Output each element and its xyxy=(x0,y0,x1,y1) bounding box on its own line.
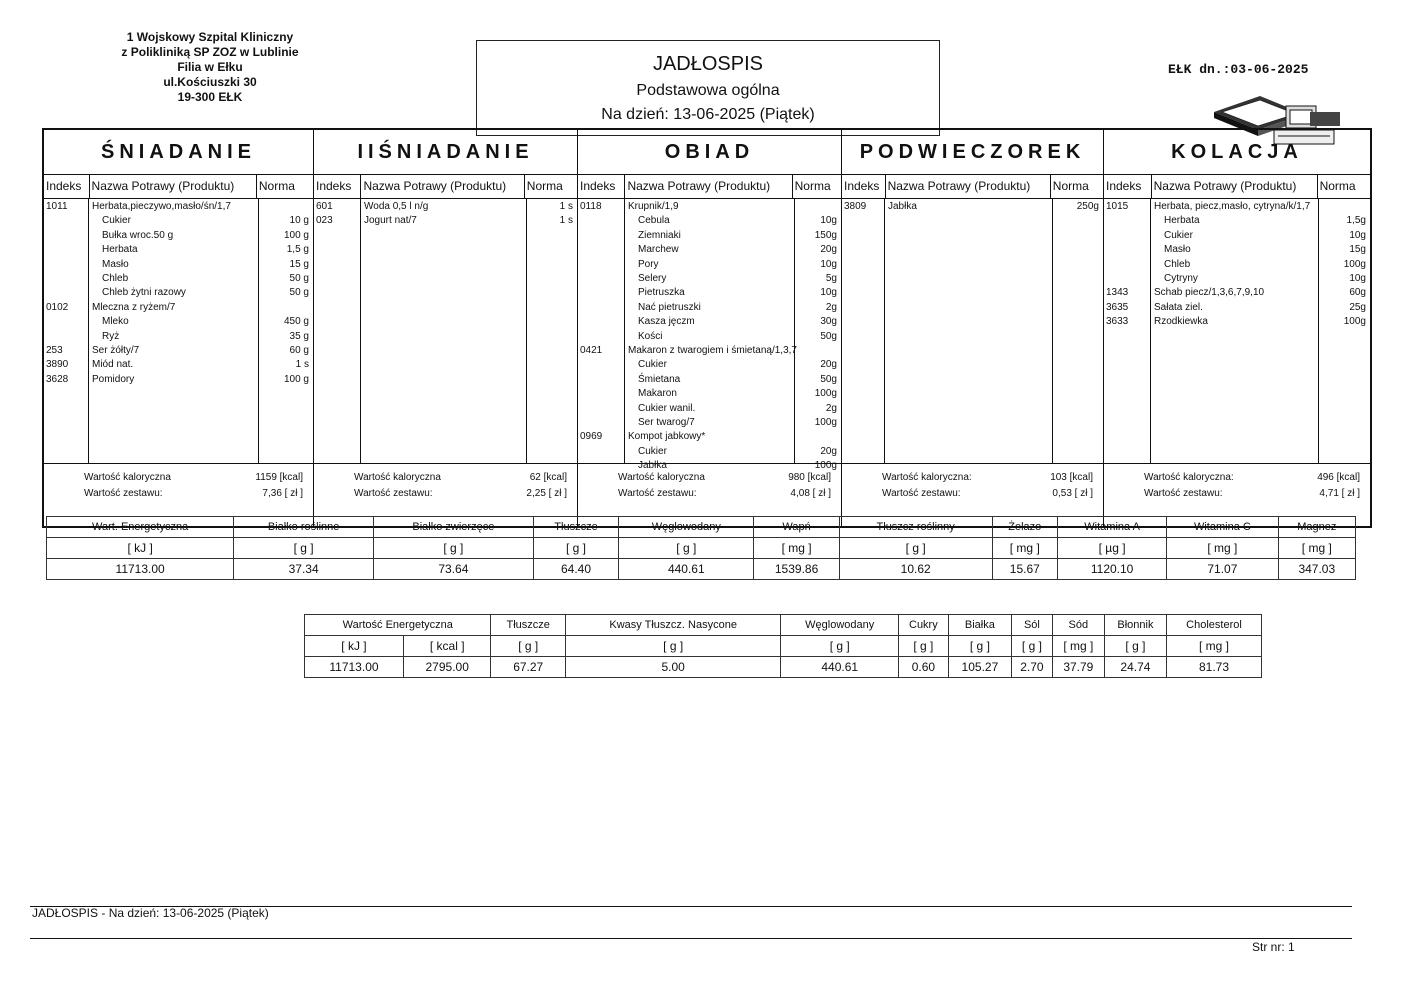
list-item xyxy=(578,272,841,286)
item-name: Chleb xyxy=(1164,258,1191,270)
list-item xyxy=(1104,243,1370,257)
list-item xyxy=(1104,286,1370,300)
kcal-value: 496 [kcal] xyxy=(1317,472,1360,483)
meal-title: PODWIECZOREK xyxy=(842,130,1103,175)
column-divider xyxy=(526,198,527,464)
hospital-address xyxy=(70,30,350,105)
item-name: Sałata ziel. xyxy=(1154,301,1203,313)
nutrient-unit: [ mg ] xyxy=(754,538,840,559)
list-item xyxy=(44,272,313,286)
nutrient-unit: [ g ] xyxy=(619,538,754,559)
nutrient-unit: [ mg ] xyxy=(1167,538,1278,559)
item-norm: 10g xyxy=(820,258,837,270)
nutrient-value: 1539.86 xyxy=(754,559,840,580)
list-item xyxy=(578,330,841,344)
nutrient-header: Cholesterol xyxy=(1167,615,1262,636)
kcal-value: 103 [kcal] xyxy=(1050,472,1093,483)
item-name: Masło xyxy=(1164,244,1191,256)
meal-items xyxy=(1104,198,1370,464)
item-norm: 20g xyxy=(820,445,837,457)
item-name: Marchew xyxy=(638,244,679,256)
nutrient-header: Magnez xyxy=(1278,517,1355,538)
item-norm: 50g xyxy=(820,373,837,385)
cost-value: 4,08 [ zł ] xyxy=(790,488,831,499)
meal-title: OBIAD xyxy=(578,130,841,175)
item-norm: 20g xyxy=(820,244,837,256)
column-header-row xyxy=(314,174,577,199)
column-header-name: Nazwa Potrawy (Produktu) xyxy=(361,174,524,198)
list-item xyxy=(44,243,313,257)
nutrient-unit: [ mg ] xyxy=(992,538,1058,559)
item-name: Śmietana xyxy=(638,373,681,385)
column-header-row xyxy=(1104,174,1370,199)
column-header-name: Nazwa Potrawy (Produktu) xyxy=(625,174,792,198)
item-norm: 1 s xyxy=(559,201,573,212)
page-number: Str nr: 1 xyxy=(1252,940,1295,954)
item-index: 3809 xyxy=(844,201,867,212)
list-item xyxy=(1104,229,1370,243)
column-header-name: Nazwa Potrawy (Produktu) xyxy=(886,174,1051,198)
item-norm: 100 g xyxy=(283,229,309,241)
item-index: 0969 xyxy=(580,431,603,443)
list-item xyxy=(44,358,313,372)
nutrient-value: 440.61 xyxy=(619,559,754,580)
item-norm: 10g xyxy=(1349,229,1366,241)
nutrient-value: 347.03 xyxy=(1278,559,1355,580)
item-name: Rzodkiewka xyxy=(1154,316,1208,328)
meal-column xyxy=(44,130,314,526)
item-name: Miód nat. xyxy=(92,359,134,371)
list-item xyxy=(1104,214,1370,228)
meal-items xyxy=(842,198,1103,464)
column-divider xyxy=(884,198,885,464)
kcal-value: 1159 [kcal] xyxy=(255,472,303,483)
item-name: Pory xyxy=(638,258,659,270)
nutrient-header: Wapń xyxy=(754,517,840,538)
nutrient-unit: [ mg ] xyxy=(1167,636,1262,657)
column-header-index: Indeks xyxy=(842,174,886,198)
nutrient-header: Wartość Energetyczna xyxy=(305,615,491,636)
nutrient-value: 11713.00 xyxy=(305,657,404,678)
item-name: Nać pietruszki xyxy=(638,301,701,313)
item-name: Cebula xyxy=(638,215,670,227)
nutrient-value: 11713.00 xyxy=(47,559,234,580)
nutrient-value: 1120.10 xyxy=(1058,559,1167,580)
nutrient-value: 10.62 xyxy=(839,559,992,580)
item-norm: 50g xyxy=(820,330,837,342)
item-norm: 50 g xyxy=(289,287,309,299)
item-name: Cukier wanil. xyxy=(638,402,696,414)
item-name: Makaron xyxy=(638,388,677,400)
list-item xyxy=(578,258,841,272)
list-item xyxy=(44,258,313,272)
item-name: Cytryny xyxy=(1164,273,1198,284)
item-name: Mleczna z ryżem/7 xyxy=(92,301,176,313)
list-item xyxy=(44,330,313,344)
title-box xyxy=(476,40,940,136)
list-item xyxy=(578,243,841,257)
nutrient-header: Białka xyxy=(948,615,1011,636)
item-norm: 1 s xyxy=(559,215,573,227)
meal-plan-table xyxy=(42,128,1372,528)
item-name: Selery xyxy=(638,273,667,284)
item-name: Krupnik/1,9 xyxy=(628,201,679,212)
column-header-norm: Norma xyxy=(1052,179,1089,193)
item-name: Makaron z twarogiem i śmietaną/1,3,7 xyxy=(628,345,797,356)
item-norm: 1,5g xyxy=(1346,215,1366,227)
list-item xyxy=(578,301,841,315)
item-norm: 10g xyxy=(820,215,837,227)
list-item xyxy=(578,416,841,430)
cost-value: 2,25 [ zł ] xyxy=(526,488,567,499)
list-item xyxy=(44,315,313,329)
item-index: 1011 xyxy=(46,201,68,212)
item-index: 023 xyxy=(316,215,333,227)
item-name: Cukier xyxy=(1164,229,1193,241)
item-norm: 5g xyxy=(825,273,837,284)
cost-label: Wartość zestawu: xyxy=(882,488,961,499)
nutrient-header: Sód xyxy=(1052,615,1104,636)
meal-column xyxy=(578,130,842,526)
item-norm: 10g xyxy=(820,287,837,299)
item-norm: 100g xyxy=(1343,316,1366,328)
column-header-norm: Norma xyxy=(1319,179,1356,193)
item-norm: 25g xyxy=(1349,301,1366,313)
kcal-label: Wartość kaloryczna xyxy=(354,472,441,483)
item-name: Jabłka xyxy=(888,201,917,212)
issue-date-stamp: EŁK dn.:03-06-2025 xyxy=(1168,62,1309,77)
nutrient-header: Węglowodany xyxy=(781,615,899,636)
list-item xyxy=(44,344,313,358)
item-norm: 60g xyxy=(1349,287,1366,299)
item-name: Cukier xyxy=(638,359,667,371)
list-item xyxy=(578,402,841,416)
item-index: 0102 xyxy=(46,301,69,313)
meal-column xyxy=(842,130,1104,526)
nutrient-value: 105.27 xyxy=(948,657,1011,678)
kcal-label: Wartość kaloryczna: xyxy=(882,472,972,483)
column-header-index: Indeks xyxy=(1104,174,1152,198)
list-item xyxy=(578,430,841,444)
item-name: Kasza jęczm xyxy=(638,316,695,328)
meal-column xyxy=(1104,130,1370,526)
meal-title: KOLACJA xyxy=(1104,130,1370,175)
cost-label: Wartość zestawu: xyxy=(84,488,163,499)
item-name: Bułka wroc.50 g xyxy=(102,229,174,241)
list-item xyxy=(314,200,577,214)
item-name: Ser żółty/7 xyxy=(92,345,140,356)
item-norm: 15 g xyxy=(289,258,309,270)
hospital-line: ul.Kościuszki 30 xyxy=(163,75,257,89)
item-name: Ser twarog/7 xyxy=(638,417,695,428)
item-norm: 2g xyxy=(825,301,837,313)
item-norm: 100g xyxy=(1343,258,1366,270)
diet-name: Podstawowa ogólna xyxy=(636,82,780,99)
item-name: Jogurt nat/7 xyxy=(364,215,417,227)
nutrient-header: Cukry xyxy=(898,615,948,636)
nutrient-unit: [ g ] xyxy=(948,636,1011,657)
meal-title: IIŚNIADANIE xyxy=(314,130,577,175)
page-divider xyxy=(30,938,1352,939)
item-index: 1015 xyxy=(1106,201,1129,212)
nutrient-value: 37.79 xyxy=(1052,657,1104,678)
hospital-line: z Polikliniką SP ZOZ w Lublinie xyxy=(121,45,299,59)
nutrient-header: Tłuszcze xyxy=(491,615,565,636)
list-item xyxy=(44,214,313,228)
item-norm: 100 g xyxy=(283,373,309,385)
nutrient-value: 2.70 xyxy=(1012,657,1053,678)
nutrient-header: Błonnik xyxy=(1104,615,1166,636)
list-item xyxy=(578,358,841,372)
nutrient-unit: [ g ] xyxy=(839,538,992,559)
nutrient-value: 0.60 xyxy=(898,657,948,678)
list-item xyxy=(1104,272,1370,286)
list-item xyxy=(314,214,577,228)
nutrient-unit: [ g ] xyxy=(1104,636,1166,657)
column-header-row xyxy=(578,174,841,199)
nutrient-unit: [ g ] xyxy=(491,636,565,657)
item-norm: 250g xyxy=(1076,201,1099,212)
nutrient-unit: [ µg ] xyxy=(1058,538,1167,559)
nutrient-value: 81.73 xyxy=(1167,657,1262,678)
nutrient-header: Tłuszcz roślinny xyxy=(839,517,992,538)
nutrient-value: 71.07 xyxy=(1167,559,1278,580)
column-header-index: Indeks xyxy=(578,174,625,198)
nutrient-value: 5.00 xyxy=(565,657,781,678)
hospital-line: 1 Wojskowy Szpital Kliniczny xyxy=(126,30,294,44)
item-norm: 30g xyxy=(820,316,837,328)
nutrient-header: Węglowodany xyxy=(619,517,754,538)
footer-text: JADŁOSPIS - Na dzień: 13-06-2025 (Piątek) xyxy=(32,906,269,920)
nutrient-unit: [ mg ] xyxy=(1278,538,1355,559)
item-name: Pomidory xyxy=(92,373,135,385)
item-name: Jabłka xyxy=(638,460,667,472)
column-divider xyxy=(1052,198,1053,464)
list-item xyxy=(1104,258,1370,272)
list-item xyxy=(578,315,841,329)
kcal-label: Wartość kaloryczna: xyxy=(1144,472,1234,483)
item-norm: 50 g xyxy=(289,273,309,284)
item-name: Pietruszka xyxy=(638,287,685,299)
column-header-index: Indeks xyxy=(44,174,90,198)
list-item xyxy=(1104,315,1370,329)
nutrient-header: Kwasy Tłuszcz. Nasycone xyxy=(565,615,781,636)
item-index: 1343 xyxy=(1106,287,1129,299)
list-item xyxy=(44,286,313,300)
item-index: 0118 xyxy=(580,201,602,212)
item-name: Herbata,pieczywo,masło/śn/1,7 xyxy=(92,201,231,212)
item-norm: 15g xyxy=(1349,244,1366,256)
nutrient-unit: [ g ] xyxy=(373,538,533,559)
list-item xyxy=(1104,301,1370,315)
nutrient-header: Żelazo xyxy=(992,517,1058,538)
item-index: 3890 xyxy=(46,359,69,371)
list-item xyxy=(578,445,841,459)
cost-value: 7,36 [ zł ] xyxy=(262,488,303,499)
meal-column xyxy=(314,130,578,526)
list-item xyxy=(44,301,313,315)
page-title: JADŁOSPIS xyxy=(652,53,764,75)
nutrition-label-table xyxy=(304,614,1262,678)
item-name: Cukier xyxy=(638,445,667,457)
cost-value: 0,53 [ zł ] xyxy=(1052,488,1093,499)
kcal-label: Wartość kaloryczna xyxy=(84,472,171,483)
hospital-line: 19-300 EŁK xyxy=(177,90,243,104)
column-header-row xyxy=(842,174,1103,199)
nutrient-value: 24.74 xyxy=(1104,657,1166,678)
item-name: Ryż xyxy=(102,330,120,342)
nutrient-unit: [ g ] xyxy=(234,538,374,559)
item-norm: 60 g xyxy=(289,345,309,356)
column-header-index: Indeks xyxy=(314,174,361,198)
meal-items xyxy=(44,198,313,464)
nutrient-header: Witamina A xyxy=(1058,517,1167,538)
nutrient-value: 440.61 xyxy=(781,657,899,678)
item-norm: 20g xyxy=(820,359,837,371)
column-header-norm: Norma xyxy=(794,179,831,193)
item-name: Woda 0,5 l n/g xyxy=(364,201,429,212)
list-item xyxy=(578,344,841,358)
menu-date: Na dzień: 13-06-2025 (Piątek) xyxy=(601,106,815,123)
item-index: 0421 xyxy=(580,345,603,356)
item-norm: 1,5 g xyxy=(286,244,309,256)
nutrient-header: Wart. Energetyczna xyxy=(47,517,234,538)
item-norm: 10 g xyxy=(289,215,309,227)
cost-label: Wartość zestawu: xyxy=(1144,488,1223,499)
nutrient-unit: [ kJ ] xyxy=(47,538,234,559)
column-header-name: Nazwa Potrawy (Produktu) xyxy=(90,174,257,198)
item-norm: 100g xyxy=(814,417,837,428)
nutrient-header: Białko zwierzęce xyxy=(373,517,533,538)
item-index: 3633 xyxy=(1106,316,1129,328)
column-header-norm: Norma xyxy=(526,179,563,193)
item-name: Herbata xyxy=(1164,215,1200,227)
meal-items xyxy=(578,198,841,472)
kcal-label: Wartość kaloryczna xyxy=(618,472,705,483)
item-norm: 2g xyxy=(825,402,837,414)
kcal-value: 980 [kcal] xyxy=(788,472,831,483)
nutrient-unit: [ kJ ] xyxy=(305,636,404,657)
nutrient-unit: [ mg ] xyxy=(1052,636,1104,657)
list-item xyxy=(578,214,841,228)
nutrient-header: Tłuszcze xyxy=(533,517,619,538)
list-item xyxy=(578,373,841,387)
nutrient-value: 15.67 xyxy=(992,559,1058,580)
item-index: 253 xyxy=(46,345,63,356)
item-norm: 1 s xyxy=(295,359,309,371)
cost-value: 4,71 [ zł ] xyxy=(1319,488,1360,499)
list-item xyxy=(578,200,841,214)
nutrient-value: 37.34 xyxy=(234,559,374,580)
item-name: Chleb żytni razowy xyxy=(102,287,186,299)
column-divider xyxy=(360,198,361,464)
nutrient-header: Witamina C xyxy=(1167,517,1278,538)
column-header-norm: Norma xyxy=(258,179,295,193)
kcal-value: 62 [kcal] xyxy=(529,472,567,483)
item-norm: 450 g xyxy=(283,316,309,328)
nutrient-value: 64.40 xyxy=(533,559,619,580)
meal-title: ŚNIADANIE xyxy=(44,130,313,175)
nutrient-value: 73.64 xyxy=(373,559,533,580)
nutrient-unit: [ g ] xyxy=(1012,636,1053,657)
list-item xyxy=(1104,200,1370,214)
cost-label: Wartość zestawu: xyxy=(618,488,697,499)
list-item xyxy=(578,286,841,300)
nutrient-header: Sól xyxy=(1012,615,1053,636)
nutrient-header: Białko roślinne xyxy=(234,517,374,538)
nutrient-value: 67.27 xyxy=(491,657,565,678)
item-name: Chleb xyxy=(102,273,129,284)
item-name: Herbata xyxy=(102,244,138,256)
item-norm: 10g xyxy=(1349,273,1366,284)
nutrition-summary-table xyxy=(46,516,1356,580)
item-name: Cukier xyxy=(102,215,131,227)
list-item xyxy=(44,373,313,387)
item-norm: 35 g xyxy=(289,330,309,342)
item-norm: 100g xyxy=(814,460,837,472)
item-index: 601 xyxy=(316,201,333,212)
nutrient-unit: [ g ] xyxy=(565,636,781,657)
item-norm: 150g xyxy=(814,229,837,241)
meal-items xyxy=(314,198,577,464)
item-norm: 100g xyxy=(814,388,837,400)
item-name: Herbata, piecz,masło, cytryna/k/1,7 xyxy=(1154,201,1311,212)
cost-label: Wartość zestawu: xyxy=(354,488,433,499)
item-name: Kompot jabkowy* xyxy=(628,431,706,443)
item-name: Mleko xyxy=(102,316,129,328)
nutrient-unit: [ g ] xyxy=(781,636,899,657)
column-header-row xyxy=(44,174,313,199)
item-index: 3628 xyxy=(46,373,69,385)
list-item xyxy=(578,229,841,243)
hospital-line: Filia w Ełku xyxy=(177,60,243,74)
list-item xyxy=(44,229,313,243)
item-name: Schab piecz/1,3,6,7,9,10 xyxy=(1154,287,1265,299)
item-name: Masło xyxy=(102,258,129,270)
nutrient-value: 2795.00 xyxy=(403,657,491,678)
item-index: 3635 xyxy=(1106,301,1129,313)
column-header-name: Nazwa Potrawy (Produktu) xyxy=(1152,174,1318,198)
nutrient-unit: [ g ] xyxy=(898,636,948,657)
nutrient-unit: [ g ] xyxy=(533,538,619,559)
list-item xyxy=(842,200,1103,214)
item-name: Ziemniaki xyxy=(638,229,681,241)
list-item xyxy=(578,387,841,401)
nutrient-unit: [ kcal ] xyxy=(403,636,491,657)
list-item xyxy=(44,200,313,214)
item-name: Kości xyxy=(638,330,663,342)
